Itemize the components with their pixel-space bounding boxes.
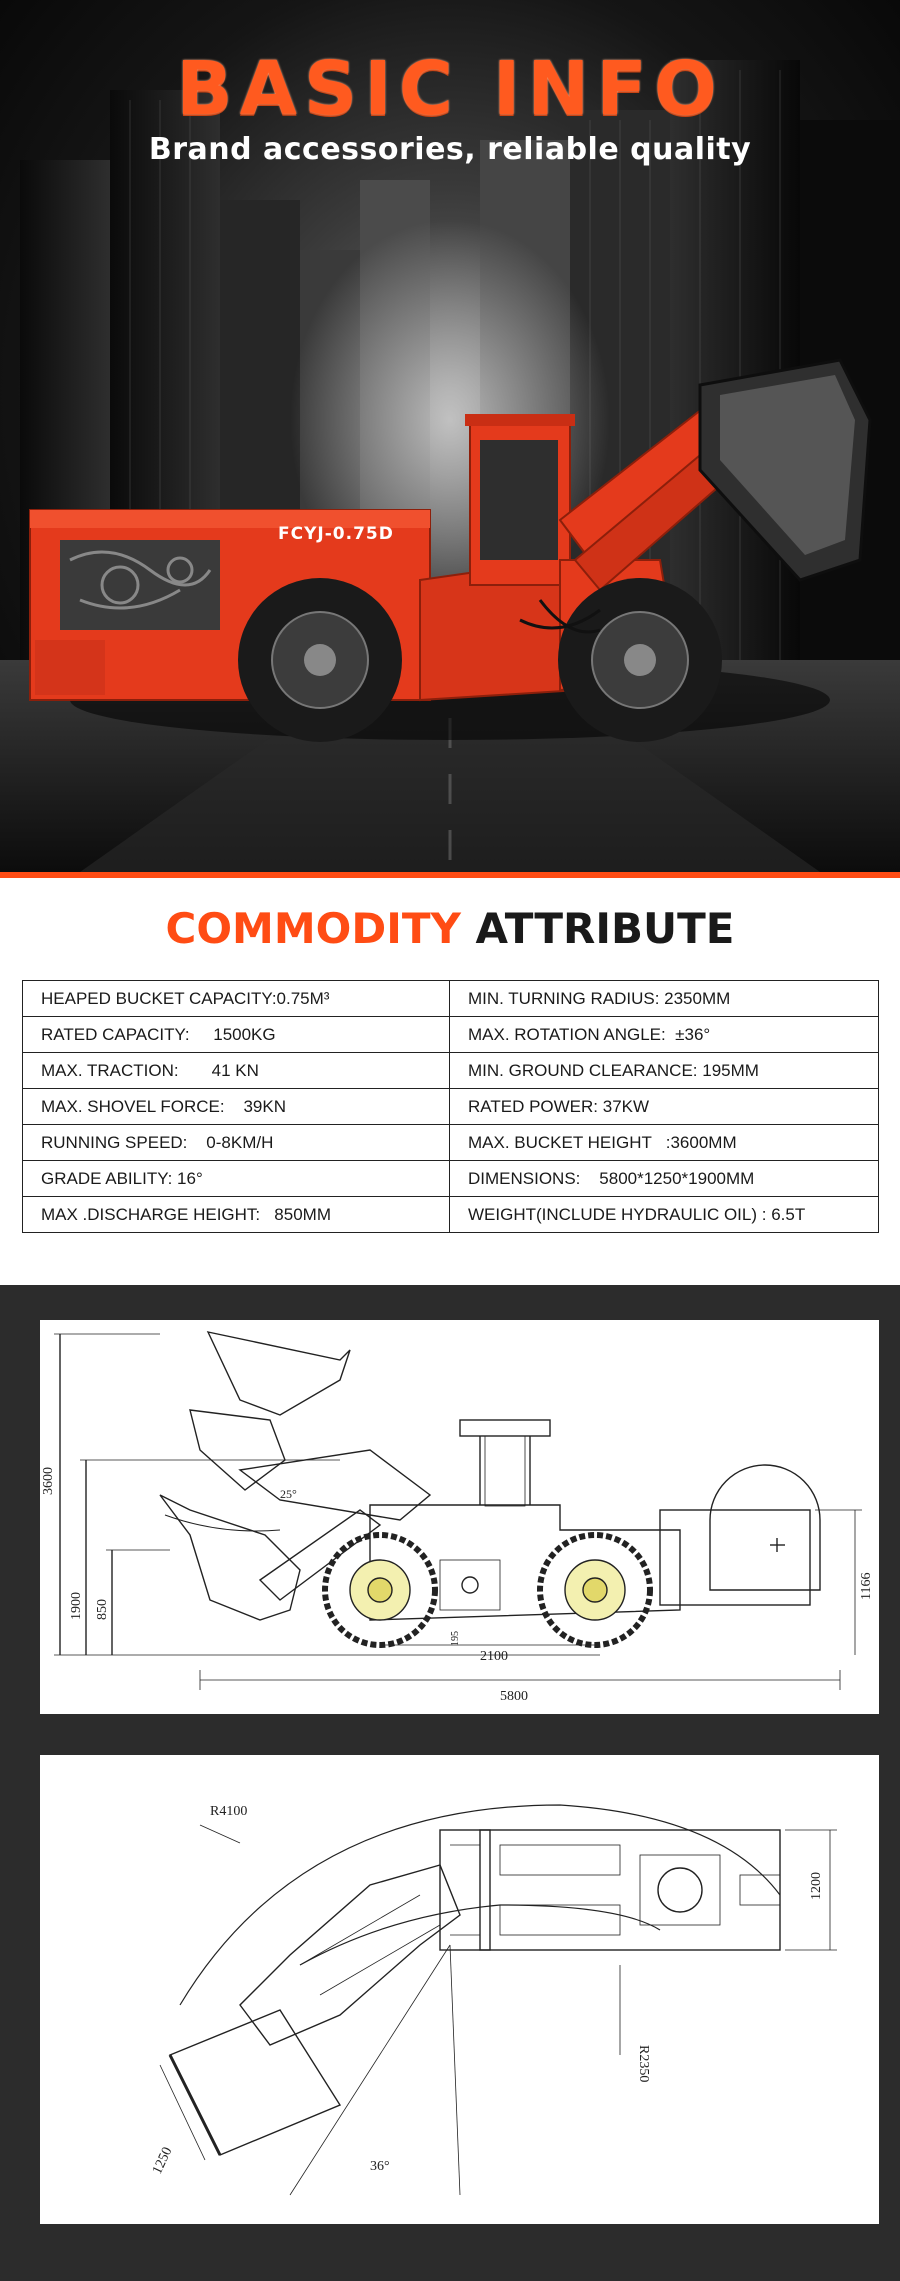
top-view-drawing	[40, 1755, 879, 2224]
hero-title: BASIC INFO	[176, 46, 724, 132]
table-cell: RATED POWER: 37KW	[450, 1089, 879, 1125]
accent-divider	[0, 872, 900, 878]
table-cell: MAX .DISCHARGE HEIGHT: 850MM	[23, 1197, 450, 1233]
table-row	[23, 1053, 879, 1089]
table-cell: DIMENSIONS: 5800*1250*1900MM	[450, 1161, 879, 1197]
drawings-section	[0, 1285, 900, 2281]
dim-height-max: 3600	[41, 1467, 56, 1495]
dim-rear-height: 1166	[859, 1572, 874, 1600]
dim-wheelbase: 2100	[480, 1649, 508, 1664]
hero-banner	[0, 0, 900, 872]
table-row	[23, 1161, 879, 1197]
table-cell: MAX. ROTATION ANGLE: ±36°	[450, 1017, 879, 1053]
table-row	[23, 981, 879, 1017]
table-cell: MIN. TURNING RADIUS: 2350MM	[450, 981, 879, 1017]
table-cell: MAX. BUCKET HEIGHT :3600MM	[450, 1125, 879, 1161]
dim-height-cab: 1900	[69, 1592, 84, 1620]
attributes-title-highlight: COMMODITY	[165, 904, 461, 953]
attributes-title	[0, 904, 900, 953]
dim-ground-clearance: 195	[450, 1631, 461, 1646]
table-row	[23, 1197, 879, 1233]
table-cell: GRADE ABILITY: 16°	[23, 1161, 450, 1197]
dim-width: 1200	[809, 1872, 824, 1900]
table-cell: WEIGHT(INCLUDE HYDRAULIC OIL) : 6.5T	[450, 1197, 879, 1233]
table-row	[23, 1125, 879, 1161]
table-cell: MAX. SHOVEL FORCE: 39KN	[23, 1089, 450, 1125]
table-row	[23, 1017, 879, 1053]
dim-bucket-width: 1250	[150, 2144, 176, 2177]
dim-inner-radius: R2350	[636, 2045, 651, 2083]
table-cell: RUNNING SPEED: 0-8KM/H	[23, 1125, 450, 1161]
table-row	[23, 1089, 879, 1125]
table-cell: MAX. TRACTION: 41 KN	[23, 1053, 450, 1089]
dim-angle: 36°	[370, 2159, 390, 2174]
side-view-drawing	[40, 1320, 879, 1714]
hero-subtitle: Brand accessories, reliable quality	[148, 132, 752, 167]
attributes-title-rest: ATTRIBUTE	[475, 904, 735, 953]
model-label: FCYJ-0.75D	[278, 524, 394, 544]
dim-length: 5800	[500, 1689, 528, 1704]
attributes-table	[22, 980, 879, 1233]
dim-height-discharge: 850	[95, 1599, 110, 1620]
dim-angle: 25°	[280, 1487, 297, 1501]
table-cell: HEAPED BUCKET CAPACITY:0.75M³	[23, 981, 450, 1017]
table-cell: MIN. GROUND CLEARANCE: 195MM	[450, 1053, 879, 1089]
dim-outer-radius: R4100	[210, 1804, 248, 1819]
table-cell: RATED CAPACITY: 1500KG	[23, 1017, 450, 1053]
